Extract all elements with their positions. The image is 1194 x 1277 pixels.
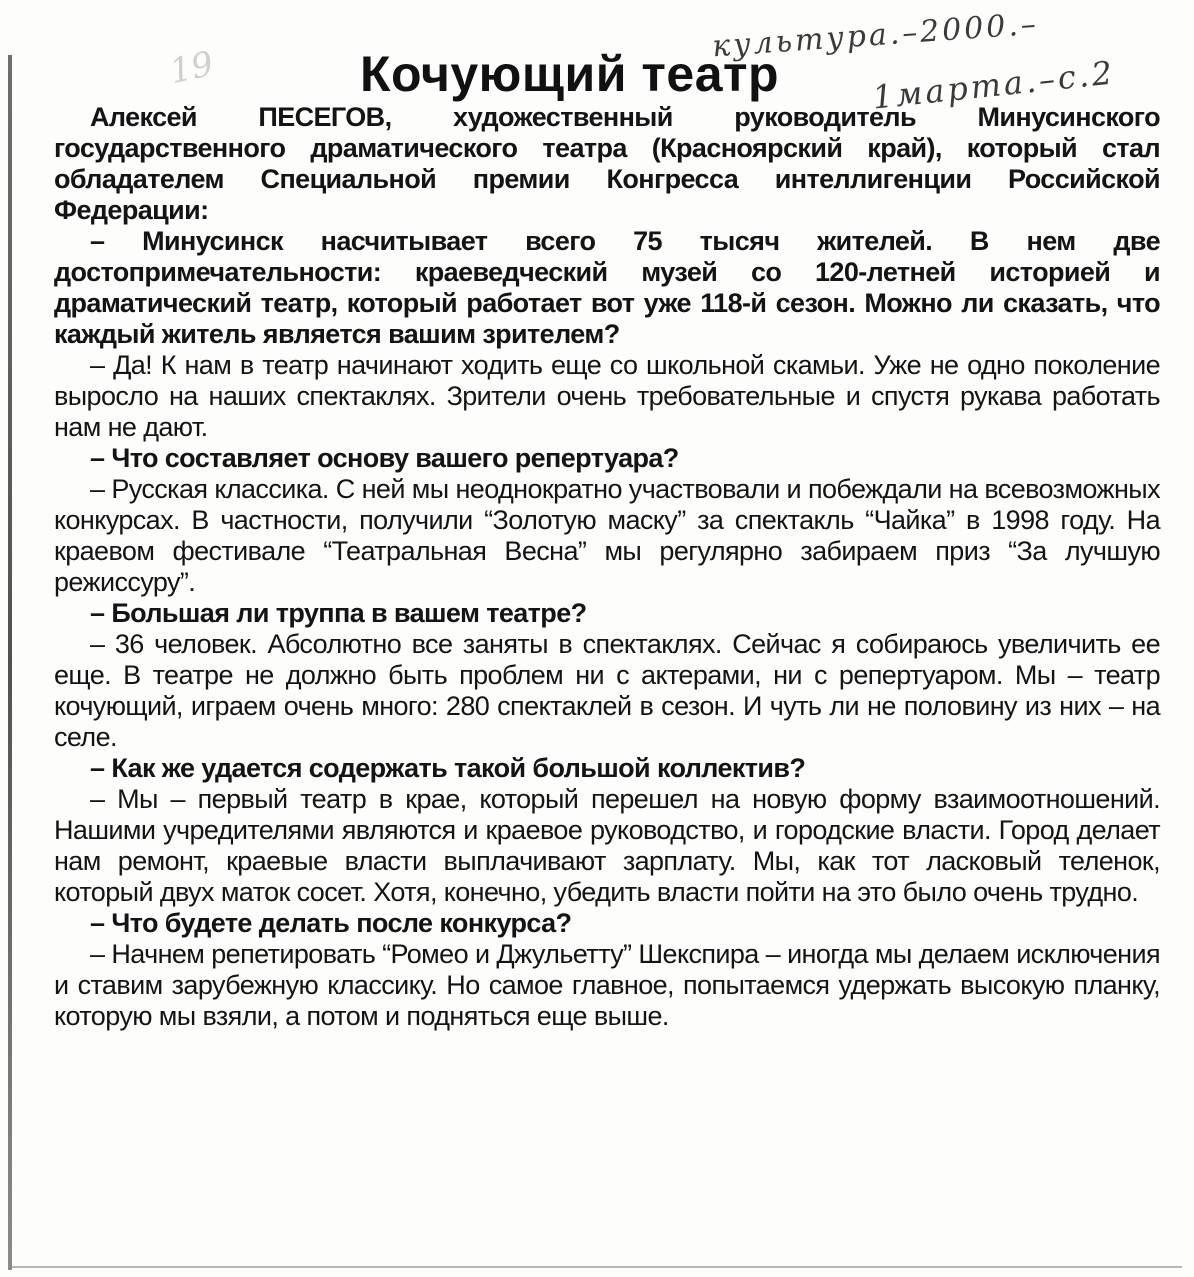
interview-question: – Что будете делать после конкурса?: [90, 908, 572, 938]
interview-answer: – Начнем репетировать “Ромео и Джульетту” Шекспира – иногда мы делаем исключения и ставим зарубежную классику. Но самое главное, попытаемся удержать высокую планку, которую мы взяли, а потом и подняться еще выше.: [54, 939, 1160, 1031]
interview-answer: – Мы – первый театр в крае, который перешел на новую форму взаимоотношений. Нашими учредителями являются и краевое руководство, и городские власти. Город делает нам ремонт, краевые власти выплачивают зарплату. Мы, как тот ласковый теленок, который двух маток сосет. Хотя, конечно, убедить власти пойти на это было очень трудно.: [54, 784, 1160, 907]
handwritten-source-note-line1: культура.–2000.–: [711, 6, 1040, 65]
interview-answer: – Да! К нам в театр начинают ходить еще со школьной скамьи. Уже не одно поколение выросло на наших спектаклях. Зрители очень требовательные и спустя рукава работать нам не дают.: [54, 350, 1160, 442]
interview-question: – Большая ли труппа в вашем театре?: [90, 598, 587, 628]
article-body: [54, 102, 1160, 1032]
interview-answer: – 36 человек. Абсолютно все заняты в спектаклях. Сейчас я собираюсь увеличить ее еще. В театре не должно быть проблем ни с актерами, ни с репертуаром. Мы – театр кочующий, играем очень много: 280 спектаклей в сезон. И чуть ли не половину из них – на селе.: [54, 629, 1160, 752]
interview-answer: – Русская классика. С ней мы неоднократно участвовали и побеждали на всевозможных конкурсах. В частности, получили “Золотую маску” за спектакль “Чайка” в 1998 году. На краевом фестивале “Театральная Весна” мы регулярно забираем приз “За лучшую режиссуру”.: [54, 474, 1160, 597]
scan-edge-left: [8, 55, 12, 1270]
intro-paragraph: Алексей ПЕСЕГОВ, художественный руководитель Минусинского государственного драматического театра (Красноярский край), который стал обладателем Специальной премии Конгресса интеллигенции Российской Федерации:: [54, 102, 1160, 225]
article-headline: Кочующий театр: [360, 46, 780, 102]
interview-question: – Минусинск насчитывает всего 75 тысяч жителей. В нем две достопримечательности: краеведческий музей со 120-летней историей и драматический театр, который работает вот уже 118-й сезон. Можно ли сказать, что каждый житель является вашим зрителем?: [54, 226, 1160, 349]
interview-question: – Что составляет основу вашего репертуара?: [90, 443, 679, 473]
scan-edge-bottom: [12, 1266, 1182, 1268]
margin-mark: 19: [166, 43, 217, 93]
interview-question: – Как же удается содержать такой большой коллектив?: [90, 753, 806, 783]
handwritten-source-note-line2: 1марта.–с.2: [870, 53, 1117, 117]
